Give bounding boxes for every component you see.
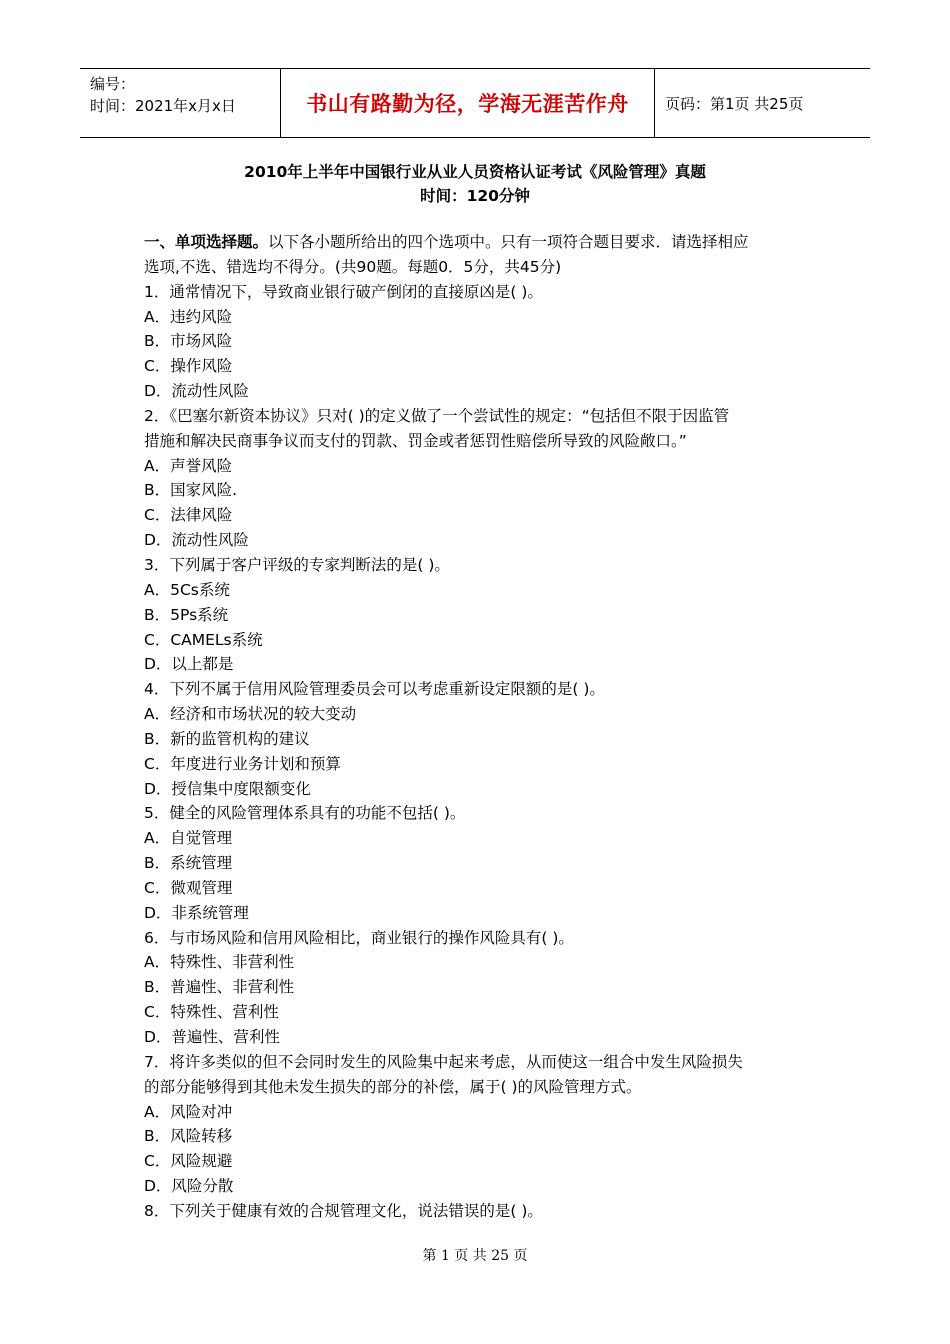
text-line: 的部分能够得到其他未发生损失的部分的补偿，属于( )的风险管理方式。 [144, 1077, 642, 1096]
text-line: D．普遍性、营利性 [144, 1028, 280, 1046]
instructions-line-1: 以下各小题所给出的四个选项中。只有一项符合题目要求．请选择相应 [268, 233, 749, 251]
text-line: 6．与市场风险和信用风险相比，商业银行的操作风险具有( )。 [144, 928, 574, 947]
text-line: A．声誉风险 [144, 456, 233, 475]
page-footer: 第 1 页 共 25 页 [422, 1248, 528, 1264]
text-line: 1．通常情况下，导致商业银行破产倒闭的直接原凶是( )。 [144, 282, 543, 301]
time-label: 时间：2021年x月x日 [90, 97, 236, 115]
document-title [0, 160, 950, 208]
text-line: D．非系统管理 [144, 903, 249, 922]
title-line-1: 2010年上半年中国银行业从业人员资格认证考试《风险管理》真题 [244, 163, 706, 181]
text-line: D．以上都是 [144, 655, 234, 674]
text-line: D．授信集中度限额变化 [144, 779, 311, 798]
text-line: B．风险转移 [144, 1127, 233, 1146]
text-line: C．法律风险 [144, 506, 233, 525]
document-header [80, 68, 870, 138]
text-line: D．流动性风险 [144, 531, 249, 550]
text-line: C．风险规避 [144, 1152, 233, 1171]
text-line: D．流动性风险 [144, 382, 249, 401]
text-line: A．自觉管理 [144, 829, 233, 848]
text-line: B．5Ps系统 [144, 605, 229, 624]
text-line: 5．健全的风险管理体系具有的功能不包括( )。 [144, 804, 466, 823]
text-line: 8．下列关于健康有效的合规管理文化，说法错误的是( )。 [144, 1201, 543, 1220]
text-line: B．普遍性、非营利性 [144, 978, 295, 997]
text-line: C．年度进行业务计划和预算 [144, 754, 341, 773]
text-line: A．风险对冲 [144, 1102, 233, 1121]
question-list [144, 280, 804, 1224]
text-line: C．特殊性、营利性 [144, 1003, 279, 1022]
text-line: C．操作风险 [144, 357, 233, 376]
text-line: B．国家风险. [144, 481, 238, 500]
text-line: 3．下列属于客户评级的专家判断法的是( )。 [144, 555, 450, 574]
text-line: A．违约风险 [144, 307, 233, 326]
text-line: A．特殊性、非营利性 [144, 953, 295, 972]
header-page-cell [655, 69, 870, 137]
section-intro [144, 230, 804, 255]
text-line: A．5Cs系统 [144, 580, 230, 599]
document-body [144, 230, 804, 1224]
text-line: A．经济和市场状况的较大变动 [144, 705, 357, 724]
header-info [80, 69, 281, 137]
text-line: 7．将许多类似的但不会同时发生的风险集中起来考虑，从而使这一组合中发生风险损失 [144, 1052, 743, 1071]
text-line: B．市场风险 [144, 332, 233, 351]
number-label: 编号： [90, 75, 136, 93]
section-heading: 一、单项选择题。 [144, 233, 269, 251]
text-line: 2．《巴塞尔新资本协议》只对( )的定义做了一个尝试性的规定：“包括但不限于因监管 [144, 406, 730, 425]
motto: 书山有路勤为径，学海无涯苦作舟 [306, 92, 629, 116]
text-line: 4．下列不属于信用风险管理委员会可以考虑重新设定限额的是( )。 [144, 680, 605, 699]
page-label: 页码：第1页 共25页 [665, 94, 804, 113]
title-line-2: 时间：120分钟 [420, 187, 530, 205]
text-line: 措施和解决民商事争议而支付的罚款、罚金或者惩罚性赔偿所导致的风险敞口。” [144, 431, 687, 450]
text-line: B．系统管理 [144, 854, 233, 873]
text-line: C．CAMELs系统 [144, 630, 263, 649]
instructions-line-2: 选项,不选、错选均不得分。(共90题。每题0．5分，共45分) [144, 257, 562, 276]
text-line: B．新的监管机构的建议 [144, 729, 310, 748]
text-line: D．风险分散 [144, 1177, 234, 1196]
text-line: C．微观管理 [144, 878, 233, 897]
header-motto-cell [281, 69, 655, 137]
